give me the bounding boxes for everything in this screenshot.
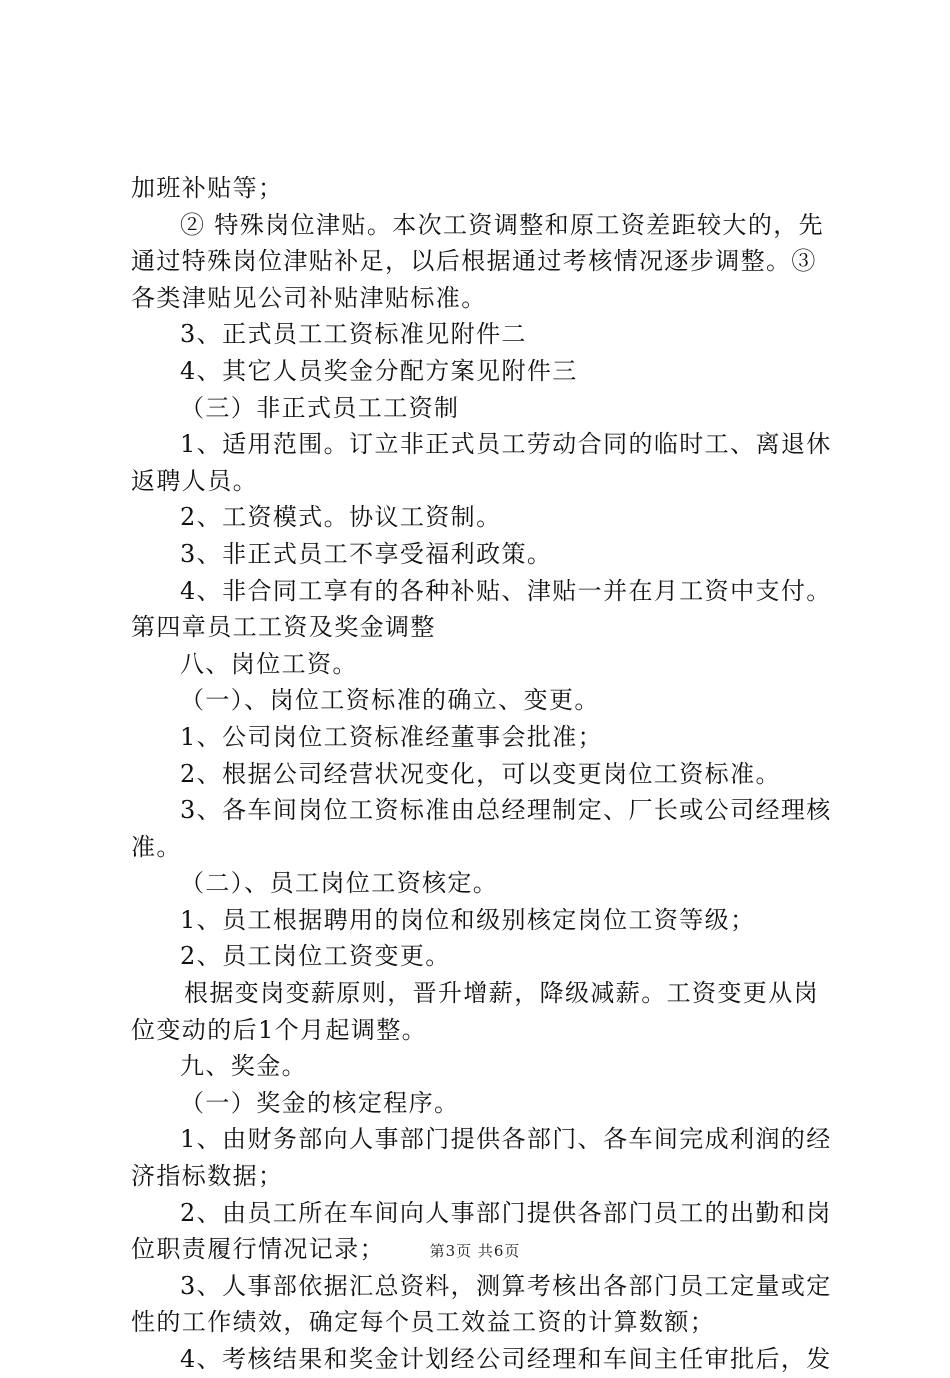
section-heading: （一）奖金的核定程序。 bbox=[180, 1088, 460, 1117]
text-line: 1、员工根据聘用的岗位和级别核定岗位工资等级； bbox=[180, 905, 756, 934]
text-line: 加班补贴等； bbox=[131, 174, 284, 202]
text-line: 2、工资模式。协议工资制。 bbox=[180, 503, 502, 532]
text-line: 根据变岗变薪原则，晋升增薪，降级减薪。工资变更从岗 bbox=[184, 979, 819, 1008]
text-line: 返聘人员。 bbox=[131, 466, 258, 495]
section-heading: 九、奖金。 bbox=[180, 1052, 307, 1081]
text-line: 2、根据公司经营状况变化，可以变更岗位工资标准。 bbox=[180, 759, 781, 788]
text-line: 4、其它人员奖金分配方案见附件三 bbox=[180, 356, 578, 385]
text-line: 3、正式员工工资标准见附件二 bbox=[180, 320, 527, 349]
section-heading: 八、岗位工资。 bbox=[180, 649, 358, 678]
text-line: 2、由员工所在车间向人事部门提供各部门员工的出勤和岗 bbox=[180, 1198, 832, 1227]
text-line: 4、考核结果和奖金计划经公司经理和车间主任审批后，发 bbox=[180, 1345, 832, 1373]
chapter-heading: 第四章员工工资及奖金调整 bbox=[131, 613, 436, 642]
section-heading: （三）非正式员工工资制 bbox=[180, 393, 460, 422]
text-line: 通过特殊岗位津贴补足，以后根据通过考核情况逐步调整。③ bbox=[131, 247, 817, 276]
text-line: 各类津贴见公司补贴津贴标准。 bbox=[131, 283, 487, 312]
text-line: 2、员工岗位工资变更。 bbox=[180, 942, 451, 971]
page-number-footer: 第3页 共6页 bbox=[429, 1242, 521, 1260]
text-line: 3、非正式员工不享受福利政策。 bbox=[180, 539, 553, 568]
section-heading: （二）、员工岗位工资核定。 bbox=[180, 869, 499, 898]
text-line: 济指标数据； bbox=[131, 1162, 284, 1191]
text-line: 3、各车间岗位工资标准由总经理制定、厂长或公司经理核 bbox=[180, 796, 832, 825]
text-line: 位职责履行情况记录； bbox=[131, 1235, 385, 1264]
text-line: 性的工作绩效，确定每个员工效益工资的计算数额； bbox=[131, 1308, 716, 1337]
text-line: 4、非合同工享有的各种补贴、津贴一并在月工资中支付。 bbox=[180, 576, 832, 605]
text-line: 1、公司岗位工资标准经董事会批准； bbox=[180, 722, 604, 751]
text-line: 1、适用范围。订立非正式员工劳动合同的临时工、离退休 bbox=[180, 430, 832, 459]
text-line: 3、人事部依据汇总资料，测算考核出各部门员工定量或定 bbox=[180, 1271, 832, 1300]
text-line: 位变动的后1个月起调整。 bbox=[131, 1015, 428, 1044]
text-line: 准。 bbox=[131, 832, 182, 861]
section-heading: （一）、岗位工资标准的确立、变更。 bbox=[180, 686, 600, 715]
text-line: ② 特殊岗位津贴。本次工资调整和原工资差距较大的，先 bbox=[180, 210, 825, 239]
document-body bbox=[131, 170, 843, 1378]
text-line: 1、由财务部向人事部门提供各部门、各车间完成利润的经 bbox=[180, 1125, 832, 1154]
